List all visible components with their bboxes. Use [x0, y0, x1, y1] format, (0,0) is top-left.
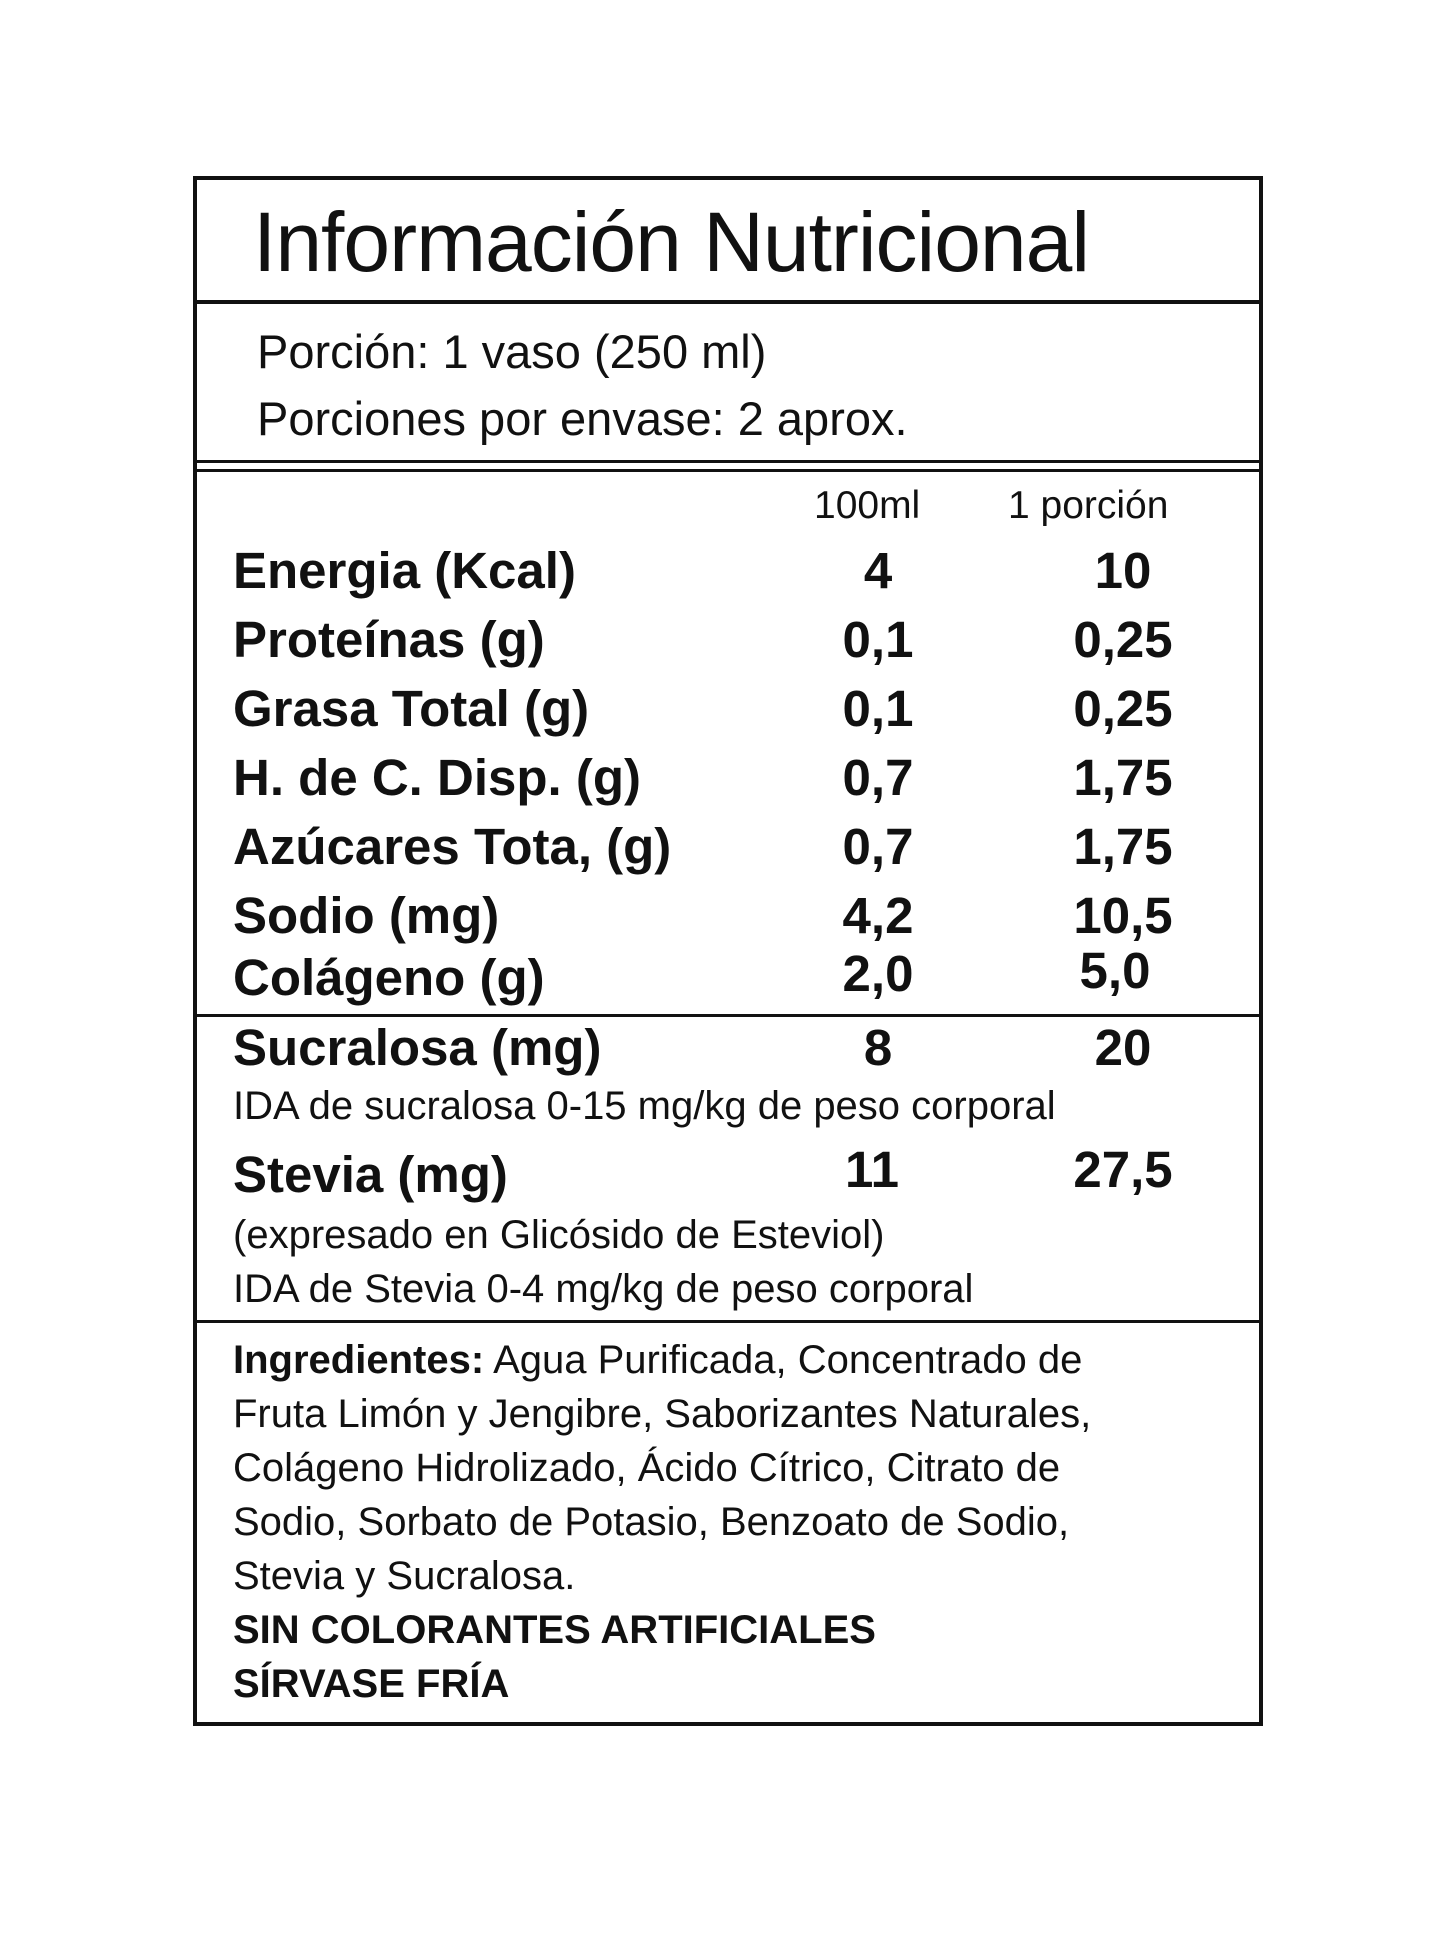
- ingredients-text: Agua Purificada, Concentrado de: [484, 1338, 1083, 1382]
- double-divider: [197, 460, 1259, 472]
- nutrient-name: Azúcares Tota, (g): [233, 818, 672, 875]
- nutrient-value-100ml: 0,7: [842, 749, 914, 806]
- ingredients-list: [233, 1333, 1091, 1603]
- serving-size: Porción: 1 vaso (250 ml): [257, 325, 767, 378]
- stevia-note-glycoside: (expresado en Glicósido de Esteviol): [233, 1213, 885, 1257]
- column-header-portion: 1 porción: [1008, 484, 1169, 527]
- nutrient-value-portion: 0,25: [1073, 611, 1173, 668]
- nutrient-name: H. de C. Disp. (g): [233, 749, 641, 806]
- nutrient-name: Colágeno (g): [233, 949, 545, 1006]
- sucralose-name: Sucralosa (mg): [233, 1019, 602, 1076]
- servings-per-container: Porciones por envase: 2 aprox.: [257, 392, 908, 445]
- ingredients-line: Sodio, Sorbato de Potasio, Benzoato de Sodio,: [233, 1500, 1070, 1544]
- section-divider: [197, 1320, 1259, 1323]
- stevia-note-ida: IDA de Stevia 0-4 mg/kg de peso corporal: [233, 1267, 974, 1311]
- section-divider: [197, 1014, 1259, 1017]
- nutrition-label: [193, 176, 1263, 1726]
- stevia-value-100ml: 11: [845, 1141, 899, 1198]
- nutrient-value-100ml: 0,1: [842, 611, 914, 668]
- nutrient-value-portion: 0,25: [1073, 680, 1173, 737]
- nutrient-value-portion: 1,75: [1073, 818, 1173, 875]
- nutrient-name: Grasa Total (g): [233, 680, 590, 737]
- nutrient-value-100ml: 4: [863, 542, 893, 599]
- title-section: [197, 180, 1259, 304]
- nutrient-value-portion: 10: [1094, 542, 1152, 599]
- nutrient-name: Proteínas (g): [233, 611, 545, 668]
- ingredients-label: Ingredientes:: [233, 1338, 485, 1382]
- sucralose-value-portion: 20: [1094, 1019, 1152, 1076]
- ingredients-line: Fruta Limón y Jengibre, Saborizantes Naturales,: [233, 1392, 1092, 1436]
- nutrient-value-100ml: 0,1: [842, 680, 914, 737]
- stevia-value-portion: 27,5: [1073, 1141, 1173, 1198]
- label-title: Información Nutricional: [253, 195, 1090, 289]
- nutrient-value-100ml: 4,2: [842, 887, 914, 944]
- ingredients-line: Colágeno Hidrolizado, Ácido Cítrico, Citrato de: [233, 1446, 1061, 1490]
- serve-cold: SÍRVASE FRÍA: [233, 1662, 510, 1706]
- nutrient-name: Sodio (mg): [233, 887, 500, 944]
- column-header-100ml: 100ml: [814, 484, 921, 527]
- sucralose-note: IDA de sucralosa 0-15 mg/kg de peso corporal: [233, 1084, 1056, 1128]
- nutrient-value-portion: 10,5: [1073, 887, 1173, 944]
- nutrient-value-portion: 5,0: [1079, 942, 1151, 999]
- sucralose-value-100ml: 8: [863, 1019, 893, 1076]
- stevia-name: Stevia (mg): [233, 1146, 508, 1203]
- ingredients-line: [233, 1333, 1091, 1387]
- nutrient-value-portion: 1,75: [1073, 749, 1173, 806]
- nutrient-value-100ml: 0,7: [842, 818, 914, 875]
- serving-section: [197, 304, 1259, 460]
- no-artificial-colors: SIN COLORANTES ARTIFICIALES: [233, 1608, 876, 1652]
- ingredients-line: Stevia y Sucralosa.: [233, 1554, 576, 1598]
- nutrient-value-100ml: 2,0: [842, 945, 914, 1002]
- nutrient-name: Energia (Kcal): [233, 542, 576, 599]
